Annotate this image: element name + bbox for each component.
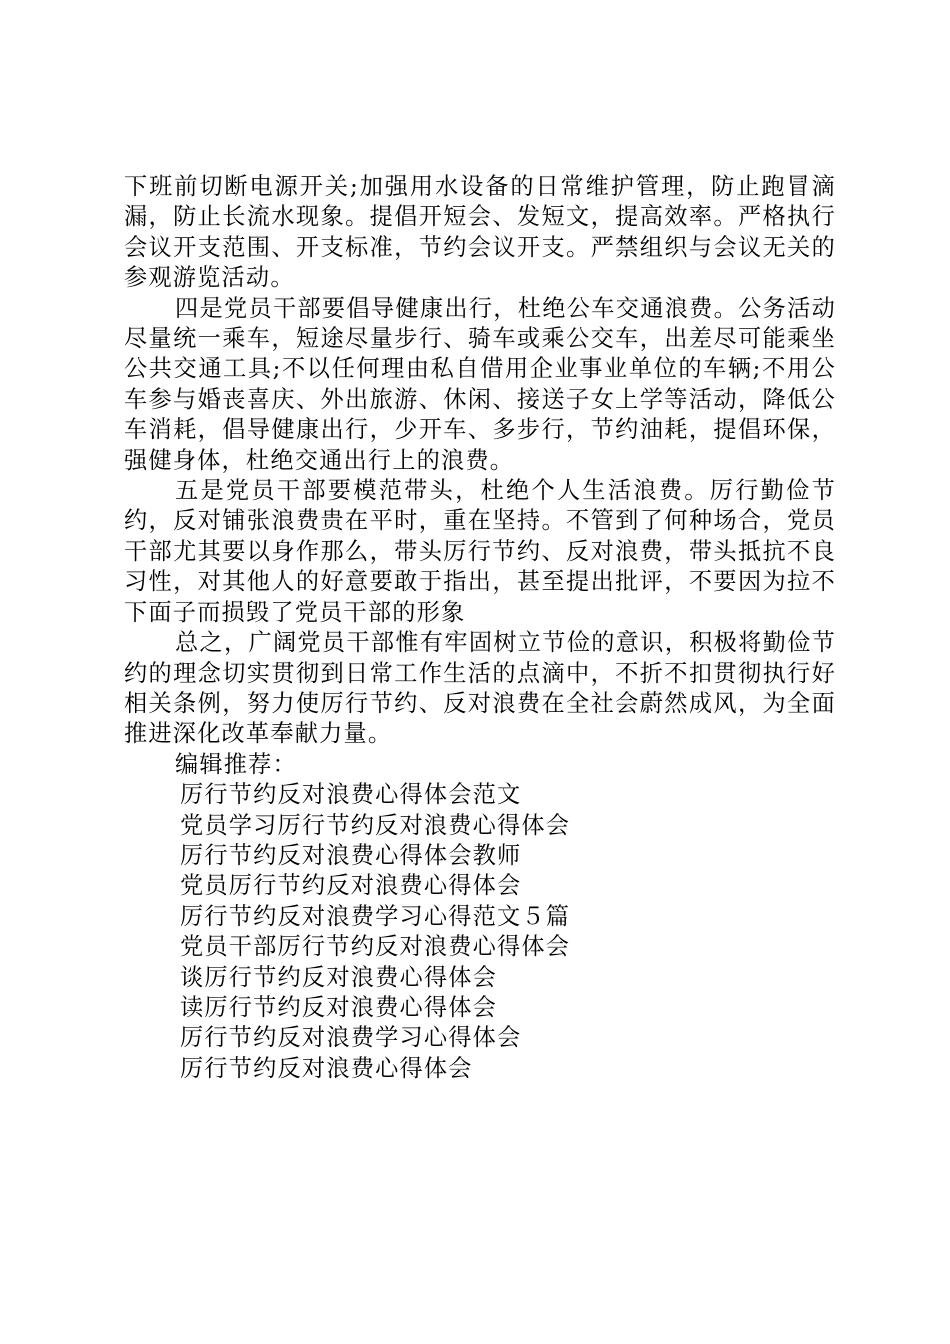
recommend-title: 编辑推荐： xyxy=(175,750,297,778)
recommend-item: 党员学习厉行节约反对浪费心得体会 xyxy=(180,811,571,839)
document-body xyxy=(124,172,836,1084)
paragraph-conclusion: 总之，广阔党员干部惟有牢固树立节俭的意识，积极将勤俭节约的理念切实贯彻到日常工作生活的点滴中，不折不扣贯彻执行好相关条例，努力使厉行节约、反对浪费在全社会蔚然成风，为全面推进深化改革奉献力量。 xyxy=(124,629,836,748)
paragraph-point-four: 四是党员干部要倡导健康出行，杜绝公车交通浪费。公务活动尽量统一乘车，短途尽量步行、骑车或乘公交车，出差尽可能乘坐公共交通工具;不以任何理由私自借用企业事业单位的车辆;不用公车参与婚丧喜庆、外出旅游、休闲、接送子女上学等活动，降低公车消耗，倡导健康出行，少开车、多步行，节约油耗，提倡环保，强健身体，杜绝交通出行上的浪费。 xyxy=(124,294,836,474)
recommend-item: 厉行节约反对浪费学习心得体会 xyxy=(180,1024,522,1052)
recommend-list xyxy=(124,780,836,1084)
recommend-item: 厉行节约反对浪费学习心得范文５篇 xyxy=(180,902,571,930)
recommend-item: 厉行节约反对浪费心得体会范文 xyxy=(180,781,522,809)
recommend-item: 厉行节约反对浪费心得体会 xyxy=(180,1054,473,1082)
paragraph-point-five: 五是党员干部要模范带头，杜绝个人生活浪费。厉行勤俭节约，反对铺张浪费贵在平时，重在坚持。不管到了何种场合，党员干部尤其要以身作那么，带头厉行节约、反对浪费，带头抵抗不良习性，对其他人的好意要敢于指出，甚至提出批评，不要因为拉不下面子而损毁了党员干部的形象 xyxy=(124,477,836,626)
paragraph-continued: 下班前切断电源开关;加强用水设备的日常维护管理，防止跑冒滴漏，防止长流水现象。提倡开短会、发短文，提高效率。严格执行会议开支范围、开支标准，节约会议开支。严禁组织与会议无关的参观游览活动。 xyxy=(124,173,836,292)
recommend-item: 党员干部厉行节约反对浪费心得体会 xyxy=(180,933,571,961)
recommend-item: 读厉行节约反对浪费心得体会 xyxy=(180,993,498,1021)
recommend-item: 厉行节约反对浪费心得体会教师 xyxy=(180,841,522,869)
recommend-item: 谈厉行节约反对浪费心得体会 xyxy=(180,963,498,991)
recommend-item: 党员厉行节约反对浪费心得体会 xyxy=(180,872,522,900)
